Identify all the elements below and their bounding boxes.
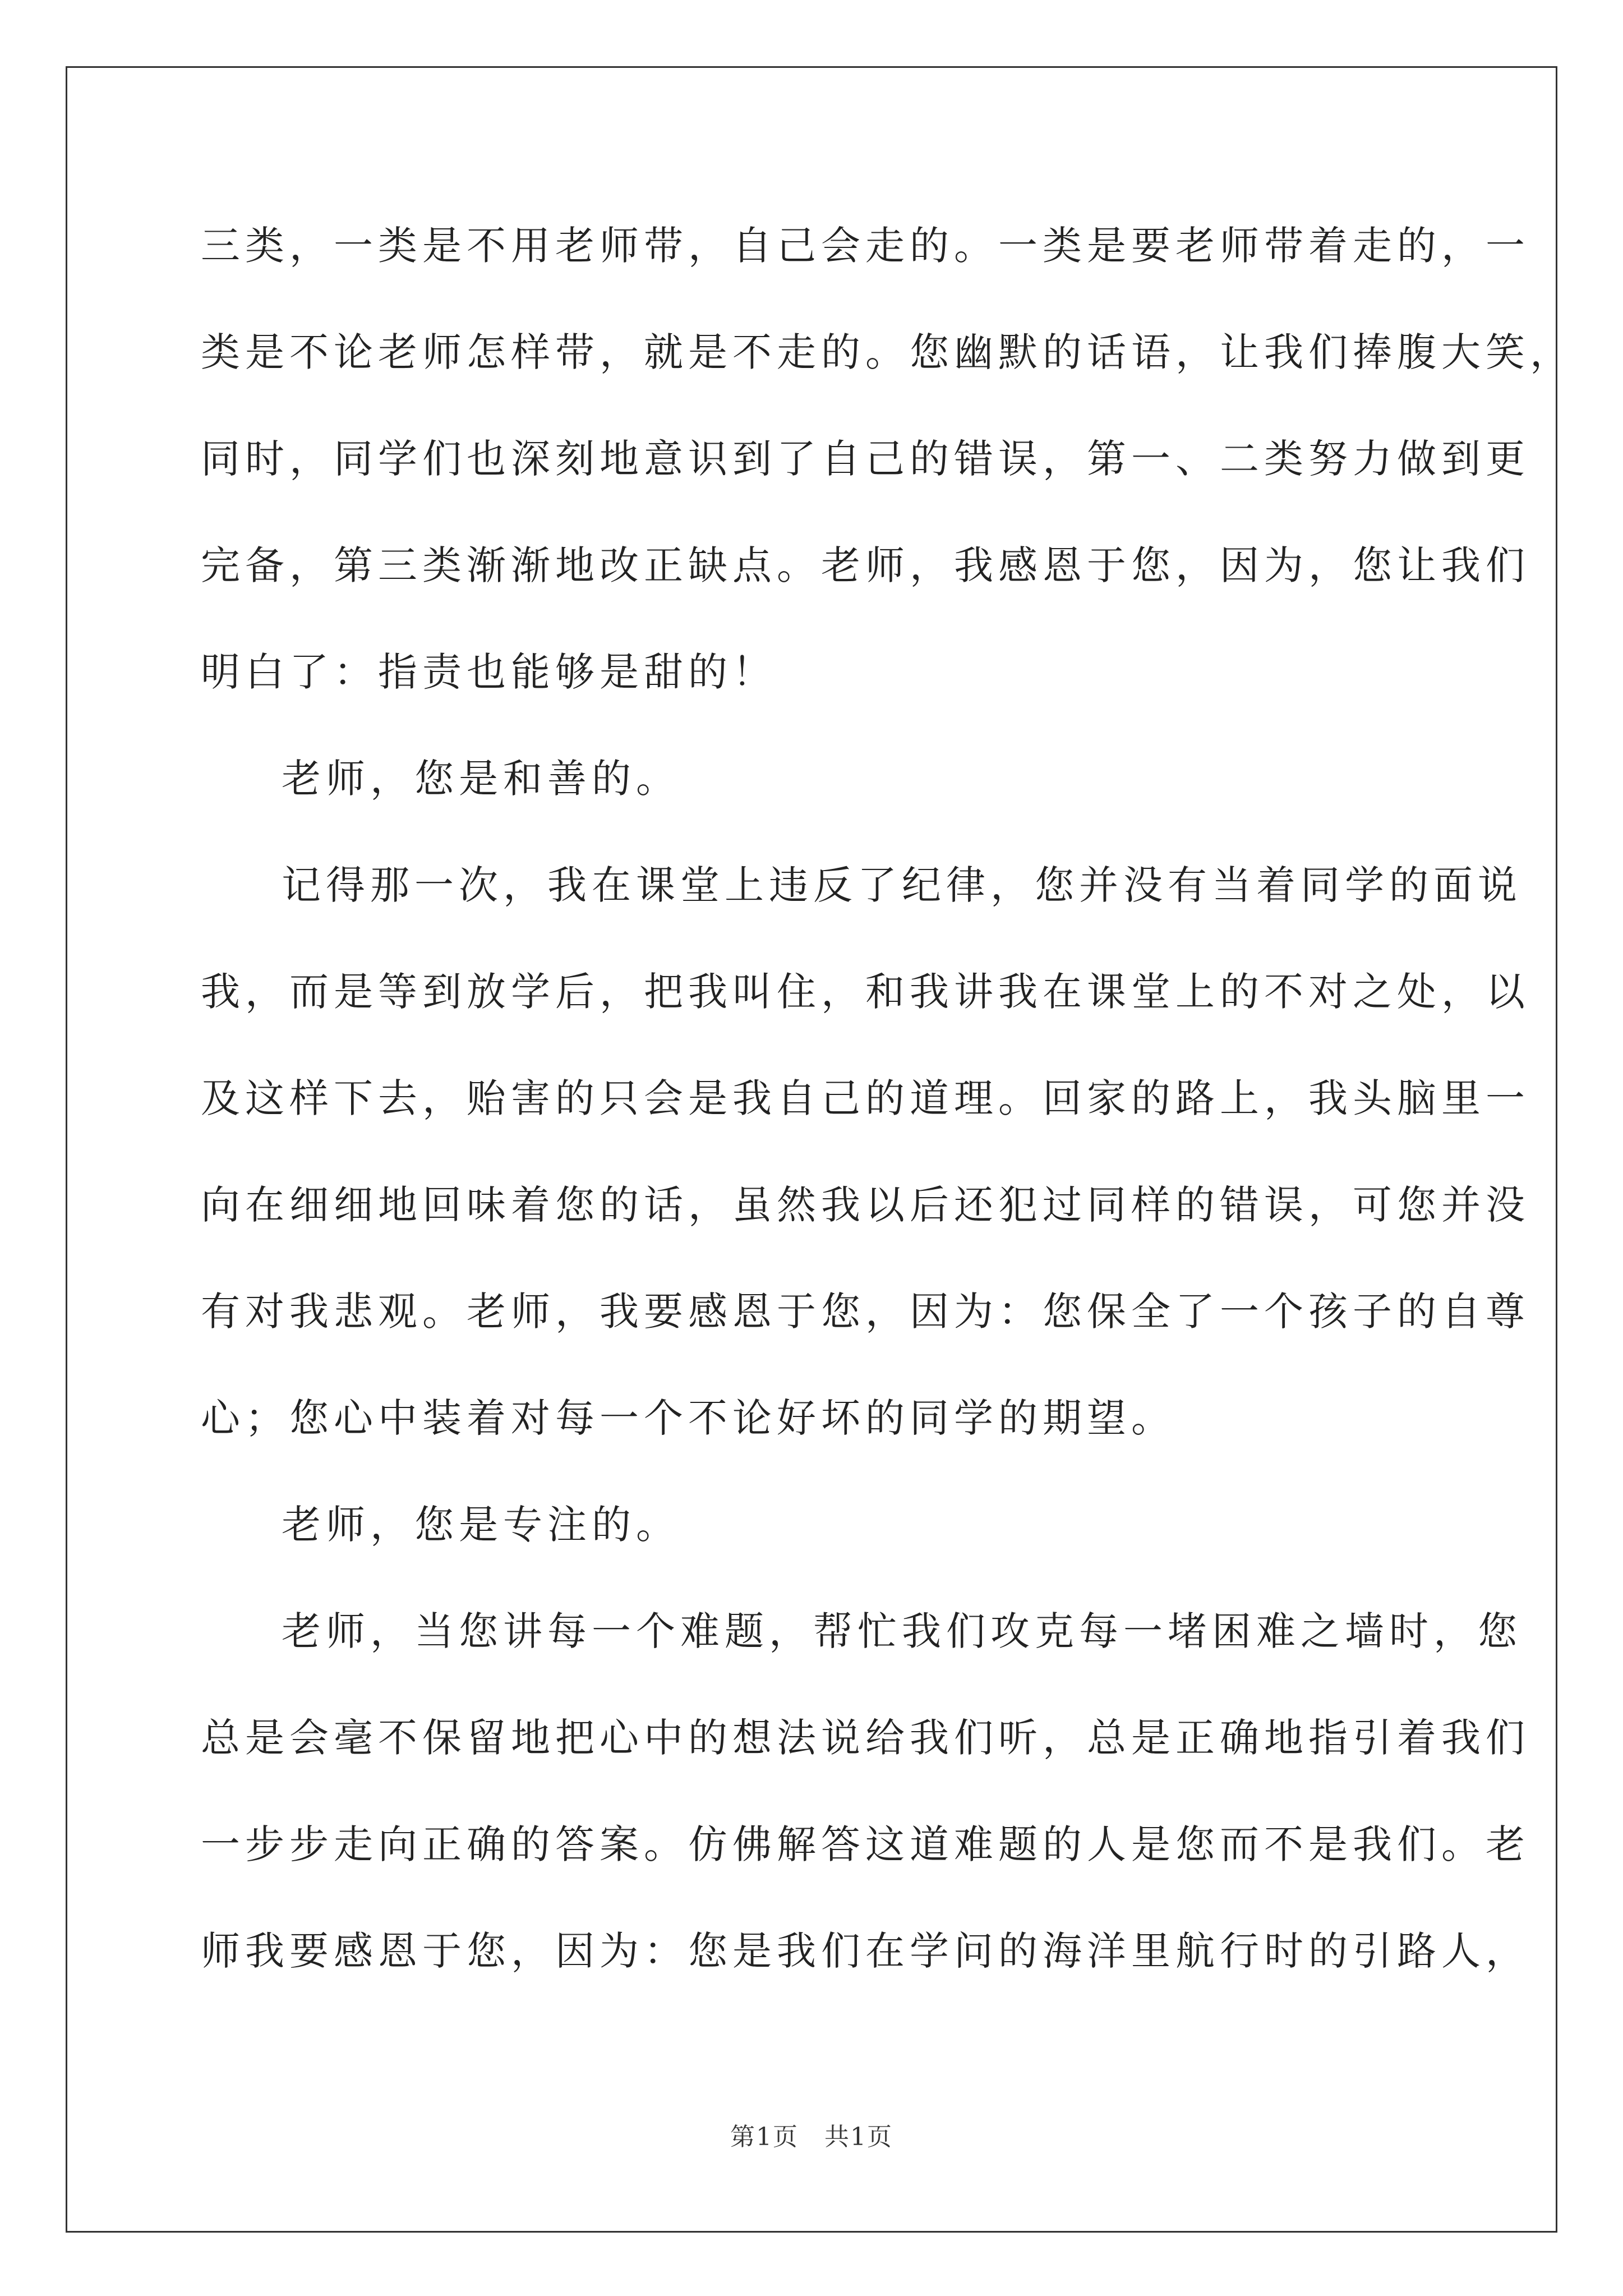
text-line: 及这样下去，贻害的只会是我自己的道理。回家的路上，我头脑里一 (201, 1075, 1530, 1121)
text-line: 一步步走向正确的答案。仿佛解答这道难题的人是您而不是我们。老 (201, 1821, 1530, 1867)
text-line: 记得那一次，我在课堂上违反了纪律，您并没有当着同学的面说 (282, 862, 1522, 908)
text-line: 向在细细地回味着您的话，虽然我以后还犯过同样的错误，可您并没 (201, 1182, 1530, 1228)
text-line: 类是不论老师怎样带，就是不走的。您幽默的话语，让我们捧腹大笑， (201, 329, 1574, 375)
page-border (66, 66, 1557, 2233)
paragraph-heading: 老师，您是专注的。 (282, 1502, 680, 1548)
paragraph-heading: 老师，您是和善的。 (282, 756, 680, 802)
text-line: 同时，同学们也深刻地意识到了自己的错误，第一、二类努力做到更 (201, 436, 1530, 482)
text-line: 总是会毫不保留地把心中的想法说给我们听，总是正确地指引着我们 (201, 1715, 1530, 1761)
text-line: 心；您心中装着对每一个不论好坏的同学的期望。 (201, 1395, 1175, 1441)
text-line: 老师，当您讲每一个难题，帮忙我们攻克每一堵困难之墙时，您 (282, 1608, 1522, 1654)
page-number-footer: 第1页 共1页 (730, 2123, 893, 2151)
text-line: 明白了：指责也能够是甜的！ (201, 649, 777, 695)
text-line: 三类，一类是不用老师带，自己会走的。一类是要老师带着走的，一 (201, 223, 1530, 269)
text-line: 师我要感恩于您，因为：您是我们在学问的海洋里航行时的引路人， (201, 1928, 1530, 1974)
text-line: 有对我悲观。老师，我要感恩于您，因为：您保全了一个孩子的自尊 (201, 1289, 1530, 1335)
text-line: 完备，第三类渐渐地改正缺点。老师，我感恩于您，因为，您让我们 (201, 542, 1530, 588)
text-line: 我，而是等到放学后，把我叫住，和我讲我在课堂上的不对之处，以 (201, 969, 1530, 1015)
